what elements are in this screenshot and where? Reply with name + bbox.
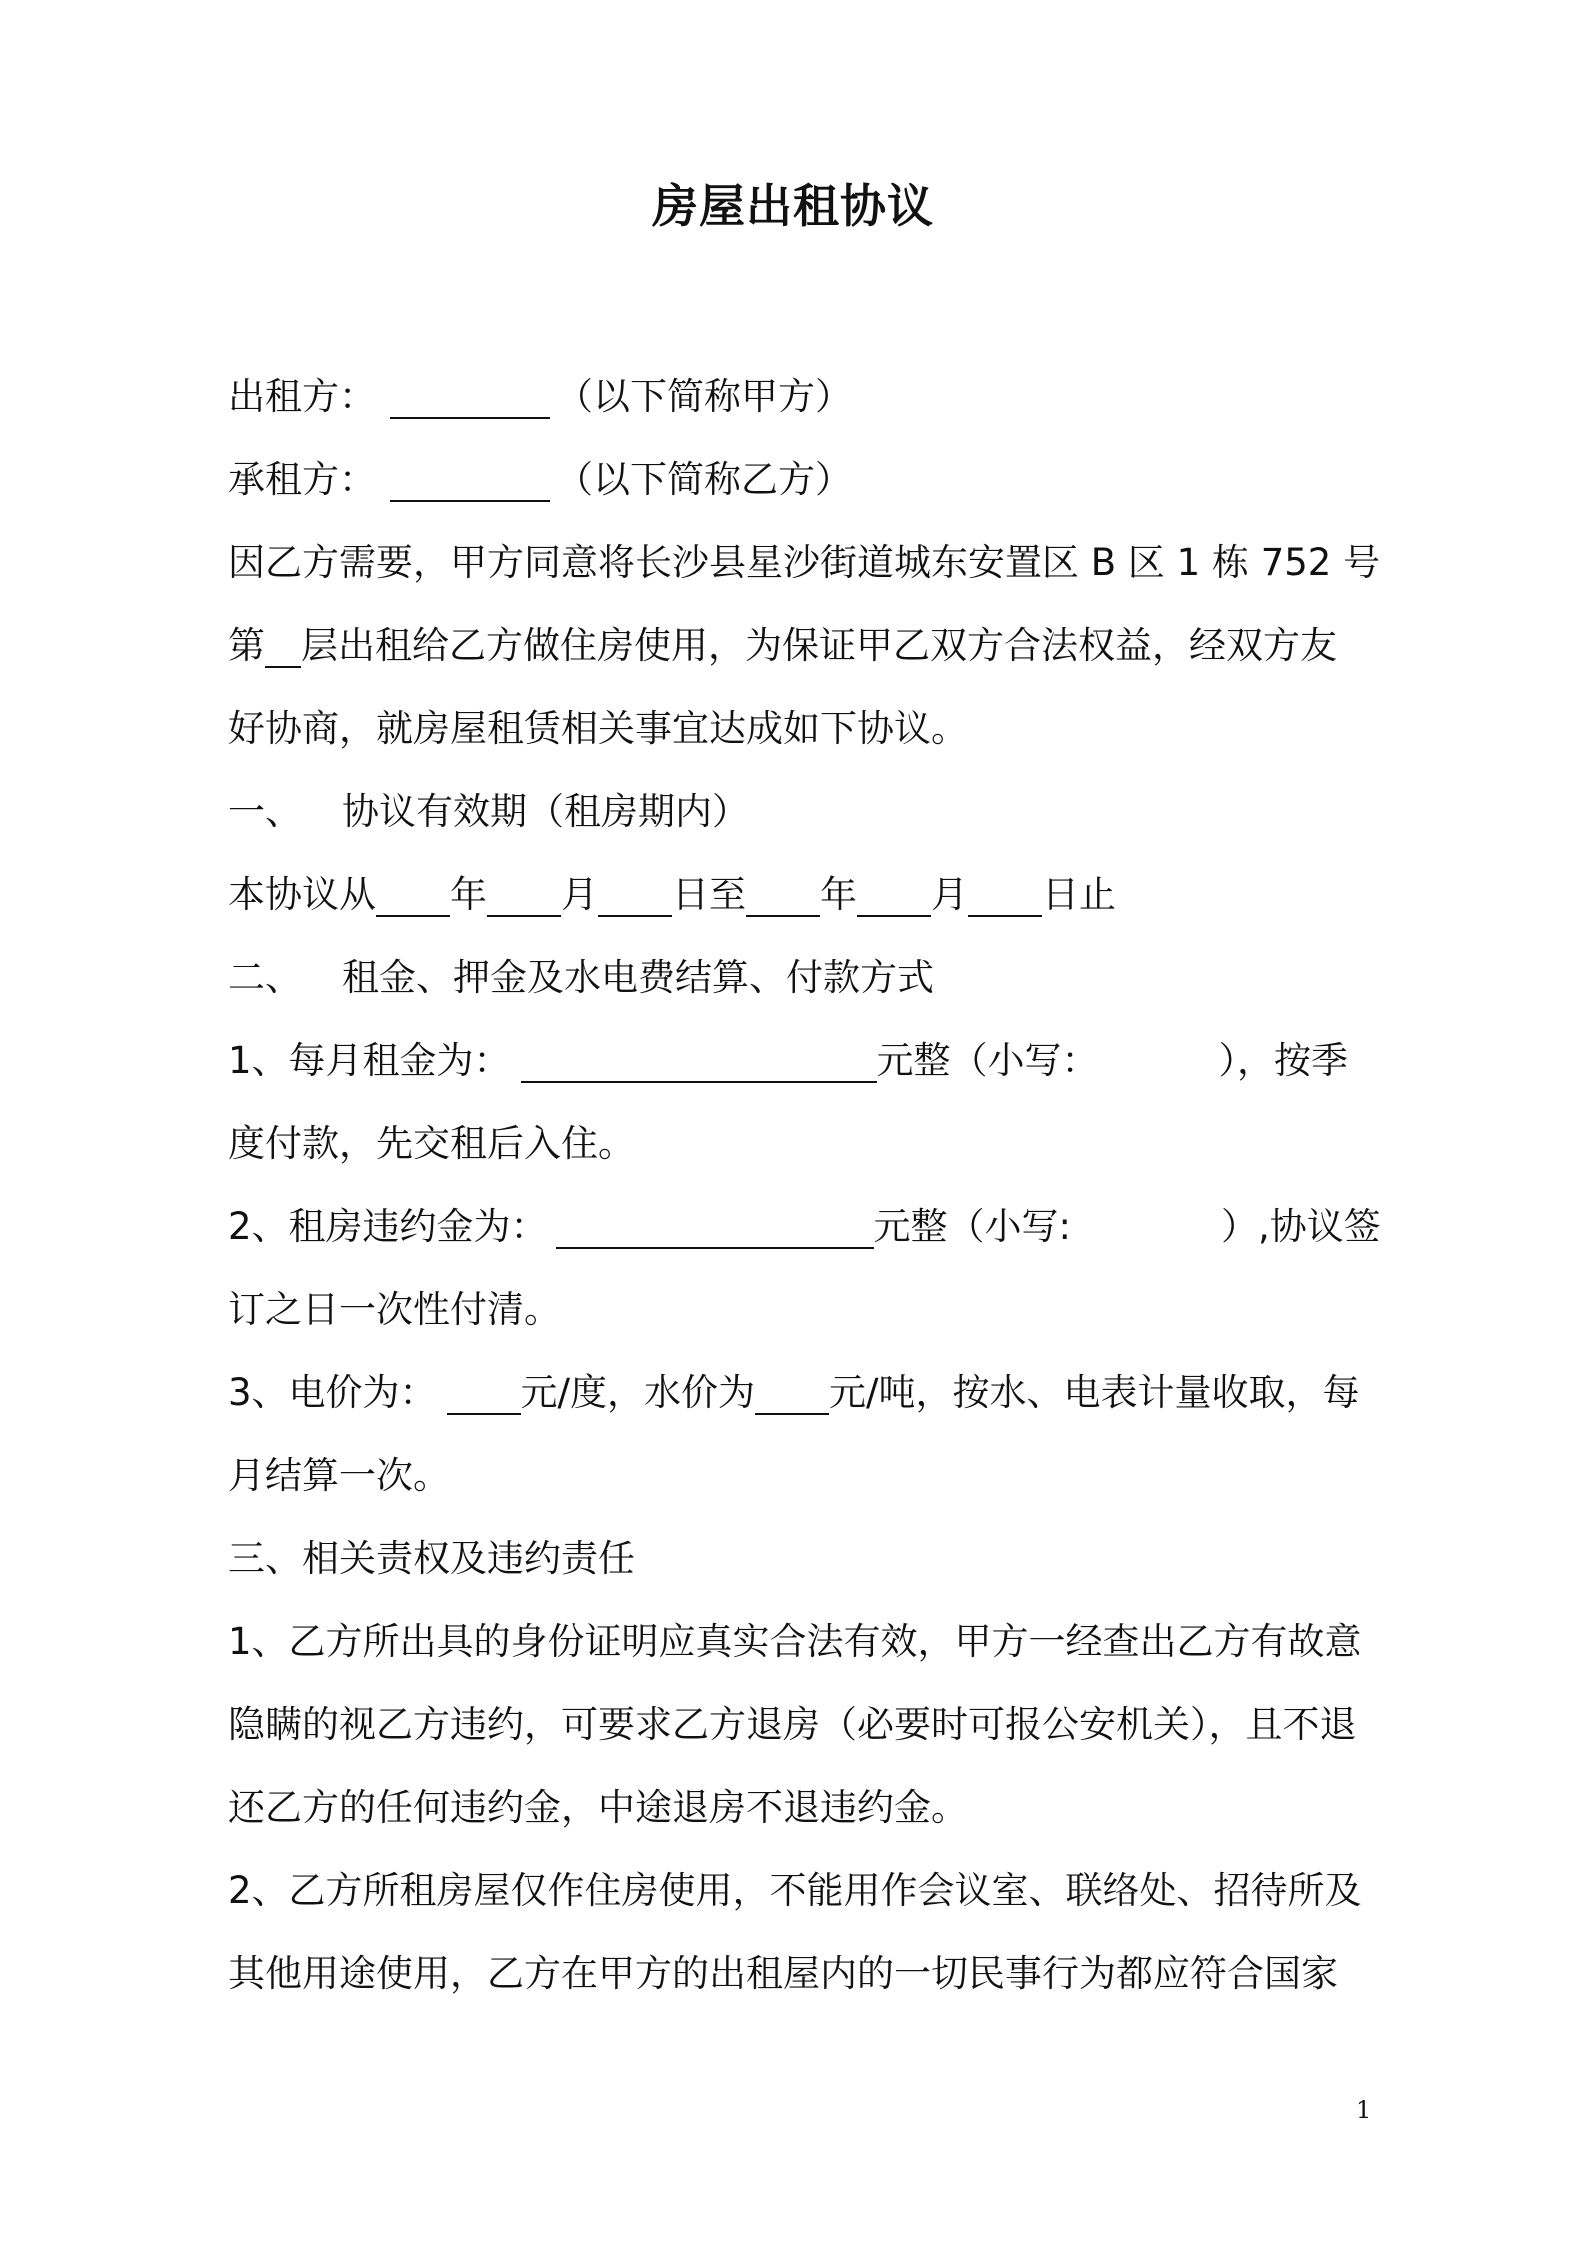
utilities-prefix: 3、电价为： [228, 1371, 437, 1414]
intro-floor-suffix: 层出租给乙方做住房使用，为保证甲乙双方合法权益，经双方友 [301, 624, 1337, 667]
section-3-item-2-line-1: 2、乙方所租房屋仅作住房使用，不能用作会议室、联络处、招待所及 [228, 1869, 1362, 1912]
end-month-blank [857, 863, 931, 917]
party-b-name-blank [390, 448, 550, 502]
water-price-blank [755, 1361, 829, 1415]
rent-line-2: 度付款，先交租后入住。 [228, 1122, 635, 1165]
utilities-mid: 元/度，水价为 [520, 1371, 756, 1414]
party-a-label: 出租方： [228, 375, 376, 418]
utilities-line [228, 1361, 1368, 1444]
page-number: 1 [1356, 2096, 1372, 2124]
section-3-item-2-line-2: 其他用途使用，乙方在甲方的出租屋内的一切民事行为都应符合国家 [228, 1952, 1338, 1995]
start-month-label: 月 [561, 873, 598, 916]
section-1-title: 协议有效期（租房期内） [342, 790, 749, 833]
section-3-item-1-line-1: 1、乙方所出具的身份证明应真实合法有效，甲方一经查出乙方有故意 [228, 1620, 1362, 1663]
section-3-item-1-line-3: 还乙方的任何违约金，中途退房不退违约金。 [228, 1786, 968, 1829]
party-b-suffix: （以下简称乙方） [556, 458, 852, 501]
rent-prefix: 1、每月租金为： [228, 1039, 511, 1082]
rent-amount-blank [521, 1029, 877, 1083]
end-day-blank [968, 863, 1042, 917]
section-2-number: 二、 [228, 956, 302, 999]
utilities-end: 元/吨，按水、电表计量收取，每 [829, 1371, 1360, 1414]
deposit-end: ）,协议签 [1221, 1205, 1381, 1248]
intro-line-3: 好协商，就房屋租赁相关事宜达成如下协议。 [228, 707, 968, 750]
section-1-heading [228, 780, 1368, 863]
start-year-blank [376, 863, 450, 917]
term-prefix: 本协议从 [228, 873, 376, 916]
electricity-price-blank [447, 1361, 521, 1415]
party-b-label: 承租方： [228, 458, 376, 501]
utilities-line-2: 月结算一次。 [228, 1454, 450, 1497]
intro-line-1: 因乙方需要，甲方同意将长沙县星沙街道城东安置区 B 区 1 栋 752 号 [228, 541, 1381, 584]
deposit-line-2: 订之日一次性付清。 [228, 1288, 561, 1331]
rent-mid: 元整（小写： [876, 1039, 1099, 1082]
party-a-line [228, 365, 1368, 448]
intro-floor-prefix: 第 [228, 624, 265, 667]
start-month-blank [487, 863, 561, 917]
document-title: 房屋出租协议 [652, 179, 934, 233]
deposit-prefix: 2、租房违约金为： [228, 1205, 548, 1248]
end-month-label: 月 [931, 873, 968, 916]
start-year-label: 年 [450, 873, 487, 916]
start-day-blank [598, 863, 672, 917]
section-3-heading: 三、相关责权及违约责任 [228, 1537, 635, 1580]
party-b-line [228, 448, 1368, 531]
document-body [228, 365, 1381, 2025]
party-a-suffix: （以下简称甲方） [556, 375, 852, 418]
end-year-blank [746, 863, 820, 917]
rent-end: ），按季 [1218, 1039, 1349, 1082]
term-line [228, 863, 1368, 946]
floor-number-blank [265, 614, 301, 668]
end-day-label: 日止 [1042, 873, 1116, 916]
deposit-line [228, 1195, 1381, 1278]
section-3-item-1-line-2: 隐瞒的视乙方违约，可要求乙方退房（必要时可报公安机关），且不退 [228, 1703, 1357, 1746]
start-day-label: 日至 [672, 873, 746, 916]
end-year-label: 年 [820, 873, 857, 916]
deposit-amount-blank [556, 1195, 874, 1249]
rent-line [228, 1029, 1368, 1112]
intro-line-2 [228, 614, 1368, 697]
deposit-mid: 元整（小写: [873, 1205, 1072, 1248]
section-2-heading [228, 946, 1368, 1029]
section-1-number: 一、 [228, 790, 302, 833]
party-a-name-blank [390, 365, 550, 419]
section-2-title: 租金、押金及水电费结算、付款方式 [342, 956, 934, 999]
